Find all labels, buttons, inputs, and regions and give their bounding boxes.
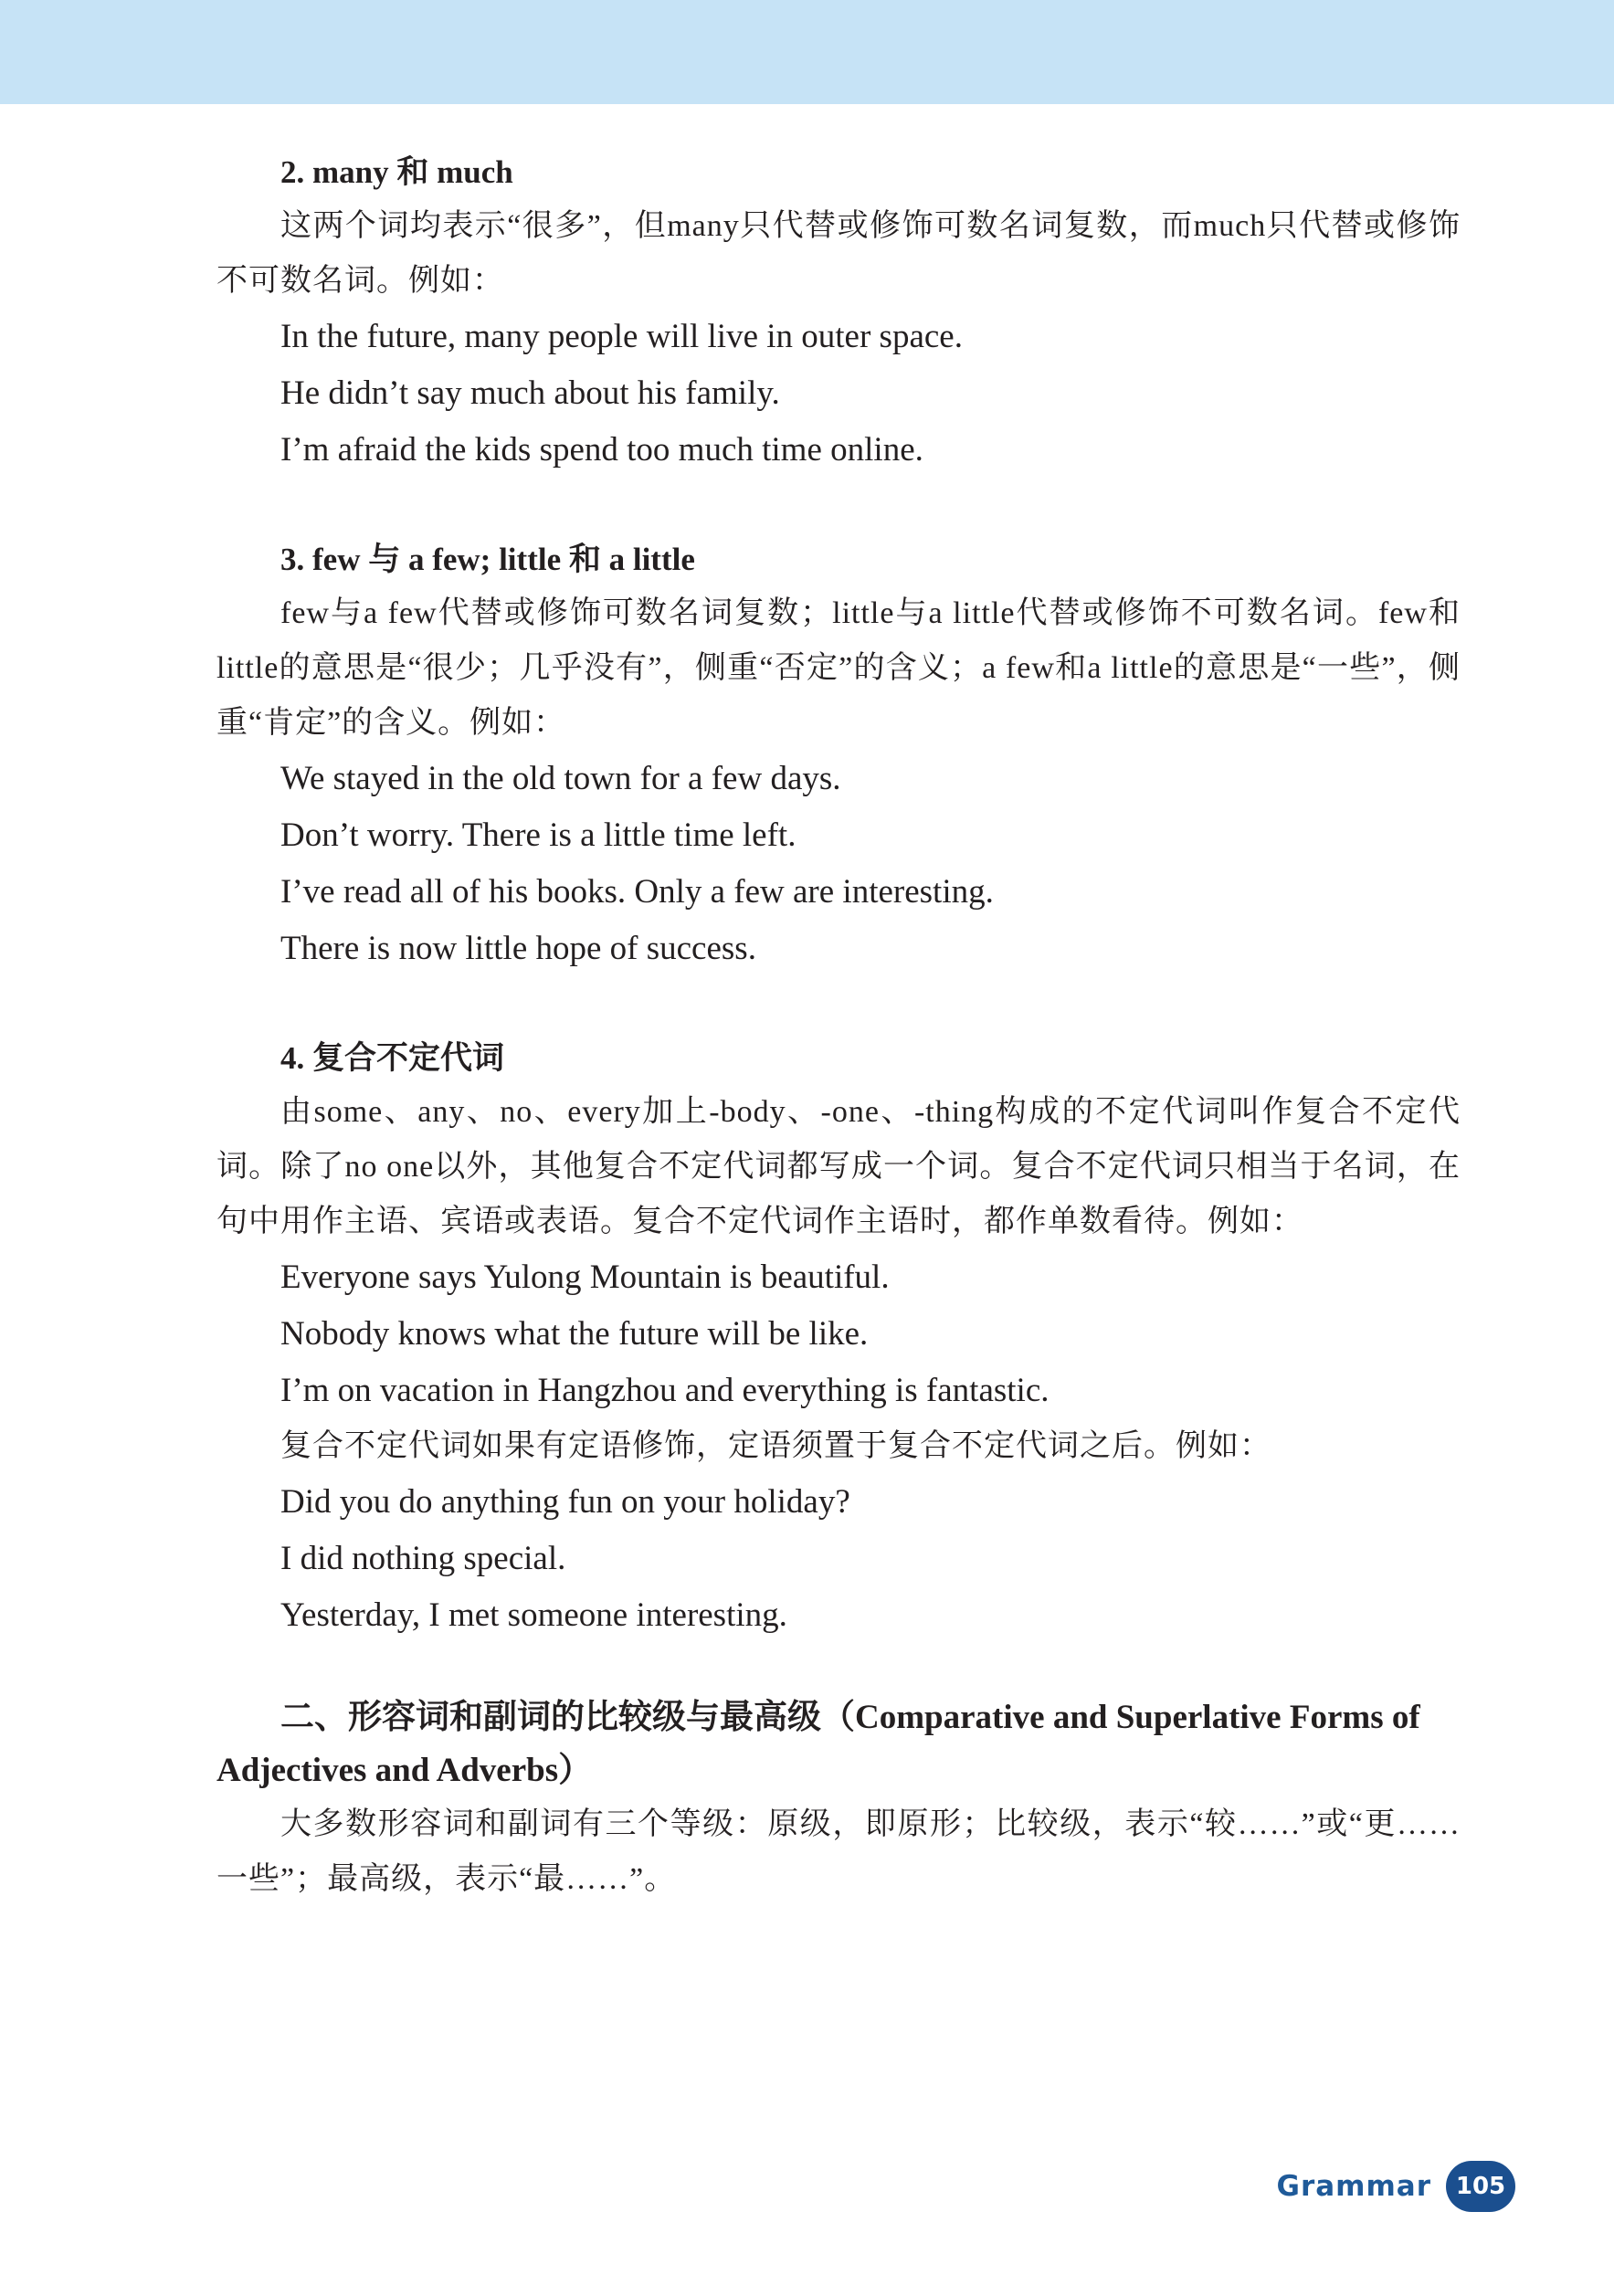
example-sentence: He didn’t say much about his family. bbox=[280, 374, 780, 412]
example-sentence: Everyone says Yulong Mountain is beautiful. bbox=[280, 1259, 890, 1296]
example-sentence: There is now little hope of success. bbox=[280, 930, 756, 967]
example-sentence: I’m on vacation in Hangzhou and everything is fantastic. bbox=[280, 1372, 1050, 1409]
page-footer bbox=[1277, 2161, 1515, 2212]
example-sentence: Don’t worry. There is a little time left. bbox=[280, 816, 796, 854]
section-heading-many-much: 2. many 和 much bbox=[280, 154, 513, 190]
example-sentence: I’m afraid the kids spend too much time online. bbox=[280, 431, 923, 469]
footer-label: Grammar bbox=[1276, 2170, 1431, 2203]
page-content bbox=[216, 146, 1461, 1907]
section-paragraph: 复合不定代词如果有定语修饰，定语须置于复合不定代词之后。例如： bbox=[280, 1429, 1271, 1463]
example-sentence: I’ve read all of his books. Only a few are interesting. bbox=[280, 873, 994, 911]
section-heading-compound-pronouns: 4. 复合不定代词 bbox=[280, 1040, 505, 1076]
example-sentence: Nobody knows what the future will be like. bbox=[280, 1315, 869, 1353]
example-sentence: We stayed in the old town for a few days. bbox=[280, 760, 841, 797]
section-paragraph: 由some、any、no、every加上-body、-one、-thing构成的不定代词叫作复合不定代词。除了no one以外，其他复合不定代词都写成一个词。复合不定代词只相当于名词，在句中用作主语、宾语或表语。复合不定代词作主语时，都作单数看待。例如： bbox=[216, 1095, 1461, 1238]
section-heading-few-little: 3. few 与 a few; little 和 a little bbox=[280, 542, 695, 577]
part-heading-comparatives: 二、形容词和副词的比较级与最高级（Comparative and Superlative Forms of Adjectives and Adverbs） bbox=[216, 1699, 1420, 1789]
top-color-band bbox=[0, 0, 1614, 104]
example-sentence: Yesterday, I met someone interesting. bbox=[280, 1596, 787, 1634]
section-paragraph: 大多数形容词和副词有三个等级：原级，即原形；比较级，表示“较……”或“更……一些”；最高级，表示“最……”。 bbox=[216, 1807, 1461, 1896]
example-sentence: I did nothing special. bbox=[280, 1540, 566, 1577]
section-paragraph: few与a few代替或修饰可数名词复数；little与a little代替或修饰不可数名词。few和little的意思是“很少；几乎没有”，侧重“否定”的含义；a few和a little的意思是“一些”，侧重“肯定”的含义。例如： bbox=[216, 596, 1461, 740]
page-number: 105 bbox=[1446, 2161, 1515, 2212]
example-sentence: In the future, many people will live in outer space. bbox=[280, 318, 963, 355]
example-sentence: Did you do anything fun on your holiday? bbox=[280, 1483, 850, 1521]
section-paragraph: 这两个词均表示“很多”，但many只代替或修饰可数名词复数，而much只代替或修饰不可数名词。例如： bbox=[216, 209, 1461, 298]
